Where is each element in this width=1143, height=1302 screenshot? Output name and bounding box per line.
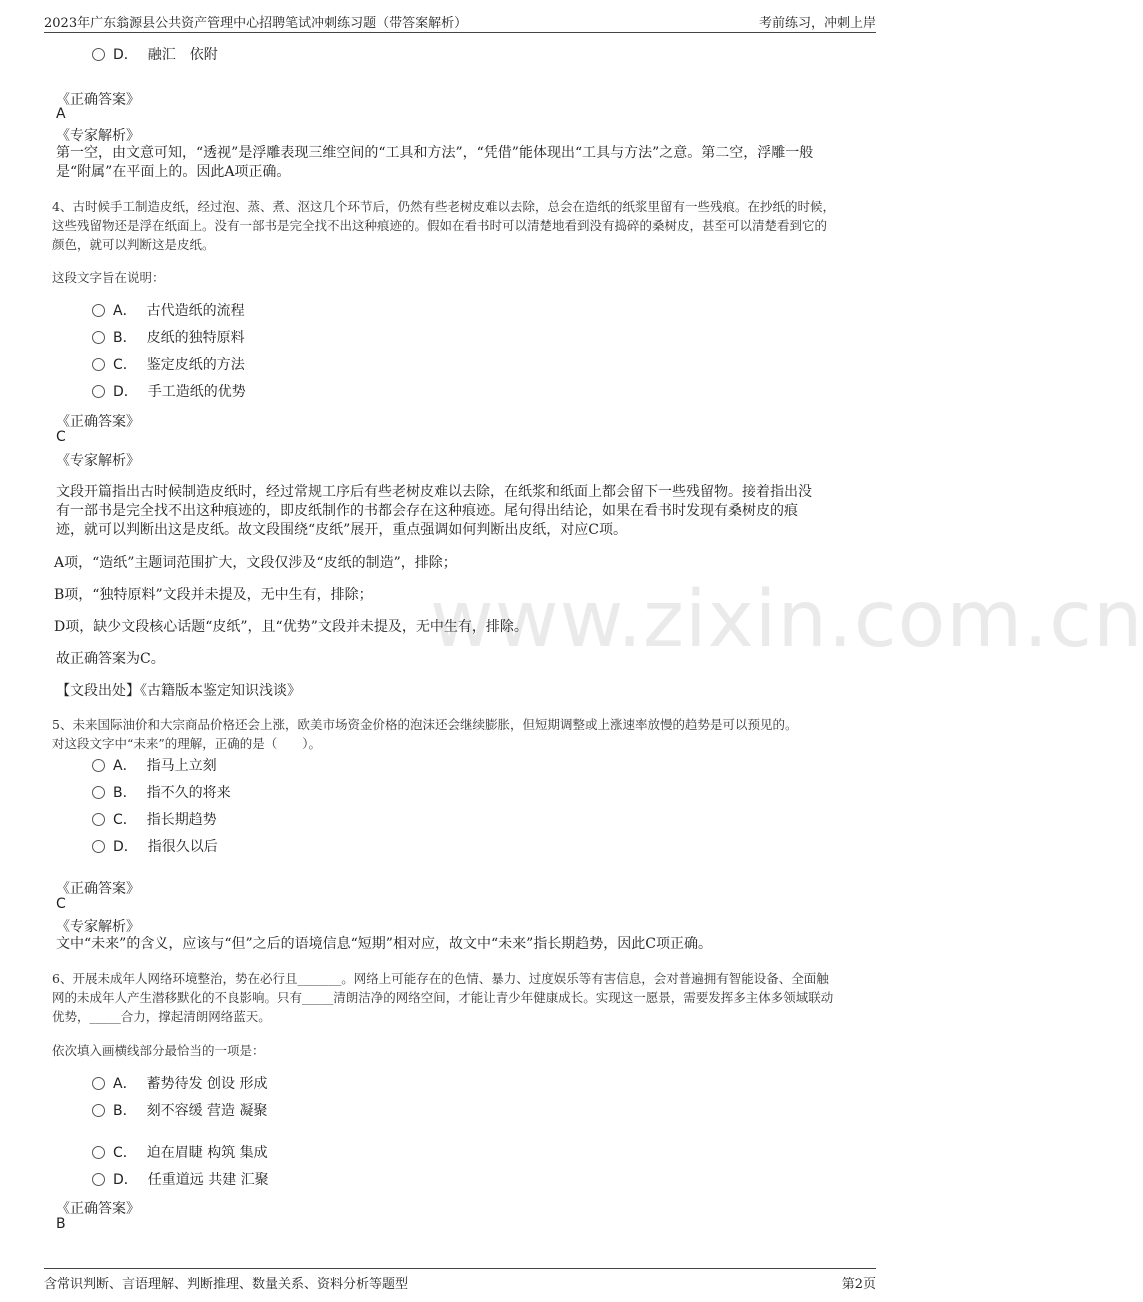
q4-analysis-line-1: 文段开篇指出古时候制造皮纸时，经过常规工序后有些老树皮难以去除，在纸浆和纸面上都会留下一些残留物。接着指出没 (56, 484, 812, 500)
q6-stem-line-2: 网的未成年人产生潜移默化的不良影响。只有_____清朗洁净的网络空间，才能让青少年健康成长。实现这一愿景，需要发挥多主体多领域联动 (52, 990, 834, 1005)
q4-conclusion: 故正确答案为C。 (56, 651, 165, 667)
q3-analysis-line-2: 是“附属”在平面上的。因此A项正确。 (56, 164, 291, 180)
q5-stem-line-2: 对这段文字中“未来”的理解，正确的是（ ）。 (52, 736, 322, 751)
radio-icon[interactable] (92, 786, 105, 799)
q5-option-a[interactable] (92, 755, 217, 777)
q4-source: 【文段出处】《古籍版本鉴定知识浅谈》 (56, 683, 301, 699)
option-text: 任重道远 共建 汇聚 (147, 1172, 269, 1188)
q5-answer-label: 《正确答案》 (56, 881, 140, 897)
radio-icon[interactable] (92, 48, 105, 61)
radio-icon[interactable] (92, 331, 105, 344)
q3-answer-label: 《正确答案》 (56, 92, 140, 108)
q4-option-d[interactable] (92, 381, 246, 403)
q5-option-d[interactable] (92, 836, 218, 858)
q4-analysis-label: 《专家解析》 (56, 453, 140, 469)
q4-item-a: A项，“造纸”主题词范围扩大，文段仅涉及“皮纸的制造”，排除； (54, 555, 457, 571)
page-number: 第2页 (841, 1277, 876, 1292)
option-letter: D． (113, 47, 138, 63)
option-text: 指长期趋势 (146, 812, 217, 828)
q5-analysis: 文中“未来”的含义，应该与“但”之后的语境信息“短期”相对应，故文中“未来”指长期趋势，因此C项正确。 (56, 936, 712, 952)
q5-option-b[interactable] (92, 782, 231, 804)
radio-icon[interactable] (92, 840, 105, 853)
q6-answer: B (56, 1216, 66, 1232)
radio-icon[interactable] (92, 1146, 105, 1159)
option-letter: B． (113, 785, 137, 801)
q4-analysis-line-3: 迹，就可以判断出这是皮纸。故文段围绕“皮纸”展开，重点强调如何判断出皮纸，对应C项。 (56, 522, 628, 538)
q4-stem-line-1: 4、古时候手工制造皮纸，经过泡、蒸、煮、沤这几个环节后，仍然有些老树皮难以去除，总会在造纸的纸浆里留有一些残痕。在抄纸的时候， (52, 199, 835, 214)
option-letter: C． (113, 812, 137, 828)
page-footer (44, 1268, 876, 1293)
option-letter: A． (113, 1076, 137, 1092)
q4-option-c[interactable] (92, 354, 245, 376)
option-letter: C． (113, 357, 137, 373)
radio-icon[interactable] (92, 1173, 105, 1186)
option-text: 鉴定皮纸的方法 (146, 357, 245, 373)
option-letter: D． (113, 1172, 138, 1188)
q4-stem-line-2: 这些残留物还是浮在纸面上。没有一部书是完全找不出这种痕迹的。假如在看书时可以清楚地看到没有捣碎的桑树皮，甚至可以清楚看到它的 (52, 218, 828, 233)
option-text: 融汇 依附 (147, 47, 218, 63)
q3-analysis-line-1: 第一空，由文意可知，“透视”是浮雕表现三维空间的“工具和方法”，“凭借”能体现出“工具与方法”之意。第二空，浮雕一般 (56, 145, 814, 161)
option-text: 刻不容缓 营造 凝聚 (146, 1103, 268, 1119)
q3-option-d[interactable] (92, 44, 218, 66)
option-letter: A． (113, 758, 137, 774)
footer-categories: 含常识判断、言语理解、判断推理、数量关系、资料分析等题型 (44, 1277, 409, 1292)
q4-item-b: B项，“独特原料”文段并未提及，无中生有，排除； (54, 587, 373, 603)
option-text: 手工造纸的优势 (147, 384, 246, 400)
q5-answer: C (56, 896, 66, 912)
option-letter: B． (113, 1103, 137, 1119)
option-text: 蓄势待发 创设 形成 (146, 1076, 268, 1092)
q4-question: 这段文字旨在说明： (52, 270, 165, 285)
q5-option-c[interactable] (92, 809, 217, 831)
option-letter: D． (113, 839, 138, 855)
q6-stem-line-3: 优势，_____合力，撑起清朗网络蓝天。 (52, 1009, 271, 1024)
q5-analysis-label: 《专家解析》 (56, 919, 140, 935)
q3-answer: A (56, 106, 66, 122)
page-header (44, 10, 876, 33)
option-letter: C． (113, 1145, 137, 1161)
q4-answer-label: 《正确答案》 (56, 414, 140, 430)
watermark: www.zixin.com.cn (430, 575, 1143, 665)
radio-icon[interactable] (92, 304, 105, 317)
q6-option-a[interactable] (92, 1073, 267, 1095)
q4-stem-line-3: 颜色，就可以判断这是皮纸。 (52, 237, 215, 252)
header-slogan: 考前练习，冲刺上岸 (758, 16, 876, 31)
q4-analysis-line-2: 有一部书是完全找不出这种痕迹的，即皮纸制作的书都会存在这种痕迹。尾句得出结论，如果在看书时发现有桑树皮的痕 (56, 503, 798, 519)
q6-option-c[interactable] (92, 1142, 268, 1164)
option-text: 指马上立刻 (146, 758, 217, 774)
q5-stem-line-1: 5、未来国际油价和大宗商品价格还会上涨，欧美市场资金价格的泡沫还会继续膨胀，但短期调整或上涨速率放慢的趋势是可以预见的。 (52, 717, 798, 732)
q4-option-a[interactable] (92, 300, 245, 322)
radio-icon[interactable] (92, 385, 105, 398)
option-letter: B． (113, 330, 137, 346)
q3-analysis-label: 《专家解析》 (56, 128, 140, 144)
option-text: 指不久的将来 (146, 785, 231, 801)
q6-option-b[interactable] (92, 1100, 268, 1122)
q6-question: 依次填入画横线部分最恰当的一项是： (52, 1043, 265, 1058)
option-text: 古代造纸的流程 (146, 303, 245, 319)
radio-icon[interactable] (92, 1104, 105, 1117)
document-title: 2023年广东翁源县公共资产管理中心招聘笔试冲刺练习题（带答案解析） (44, 16, 468, 31)
q6-stem-line-1: 6、开展未成年人网络环境整治，势在必行且_______。网络上可能存在的色情、暴力、过度娱乐等有害信息，会对普遍拥有智能设备、全面触 (52, 971, 829, 986)
radio-icon[interactable] (92, 813, 105, 826)
option-text: 迫在眉睫 构筑 集成 (146, 1145, 268, 1161)
radio-icon[interactable] (92, 1077, 105, 1090)
option-text: 皮纸的独特原料 (146, 330, 245, 346)
q4-option-b[interactable] (92, 327, 245, 349)
q6-answer-label: 《正确答案》 (56, 1201, 140, 1217)
option-text: 指很久以后 (147, 839, 218, 855)
radio-icon[interactable] (92, 358, 105, 371)
option-letter: D． (113, 384, 138, 400)
q4-answer: C (56, 429, 66, 445)
radio-icon[interactable] (92, 759, 105, 772)
option-letter: A． (113, 303, 137, 319)
q6-option-d[interactable] (92, 1169, 269, 1191)
q4-item-d: D项，缺少文段核心话题“皮纸”，且“优势”文段并未提及，无中生有，排除。 (54, 619, 528, 635)
